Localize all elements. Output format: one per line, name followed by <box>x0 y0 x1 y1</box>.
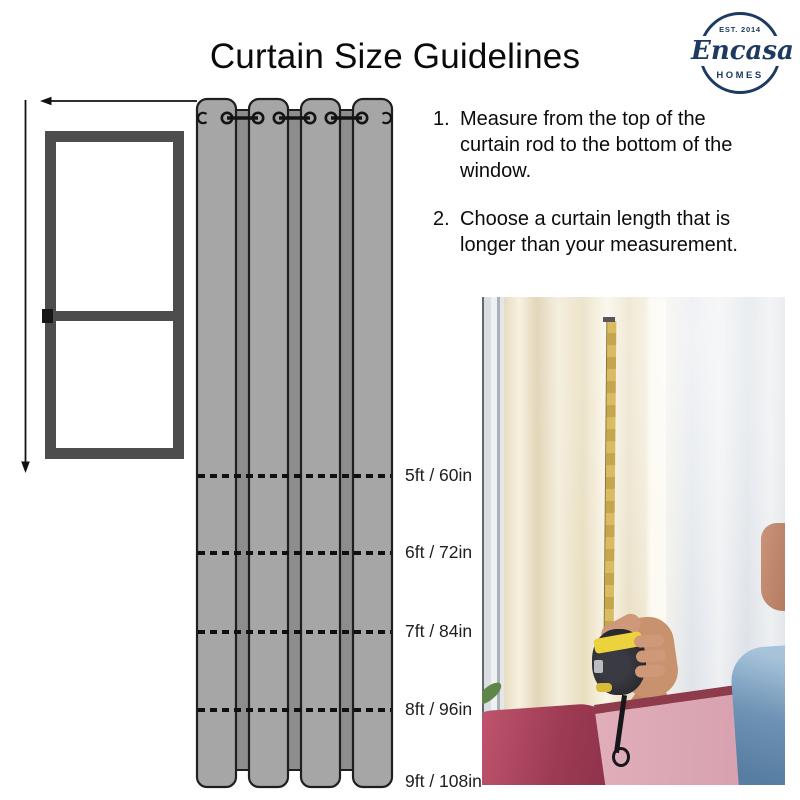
person-denim-shirt <box>729 645 785 785</box>
curtain-front-fold <box>301 99 340 787</box>
curtain-front-fold <box>197 99 236 787</box>
window-sash-bar <box>45 311 184 321</box>
logo-sub-text: HOMES <box>716 70 764 81</box>
step-number: 2. <box>433 208 450 230</box>
window-diagram <box>42 137 184 454</box>
tape-measure-yellow-base <box>596 683 612 692</box>
logo-established-text: EST. 2014 <box>719 25 761 34</box>
instruction-step-1 <box>433 106 789 184</box>
person-face <box>761 523 785 611</box>
window-frame <box>51 137 179 454</box>
logo-brand-name: Encasa <box>691 36 794 66</box>
step-number: 1. <box>433 108 450 130</box>
size-label-8ft: 8ft / 96in <box>405 699 473 719</box>
step-text: Choose a curtain length that is longer than your measurement. <box>460 208 738 256</box>
window-latch <box>42 309 53 323</box>
instruction-list <box>433 106 789 258</box>
person-finger <box>634 634 665 648</box>
size-label-6ft: 6ft / 72in <box>405 542 473 562</box>
curtain-front-fold <box>249 99 288 787</box>
person-finger <box>635 664 666 678</box>
size-label-7ft: 7ft / 84in <box>405 621 473 641</box>
left-arrowhead-icon <box>40 97 52 106</box>
size-label-9ft: 9ft / 108in <box>405 771 482 791</box>
person-finger <box>636 649 667 663</box>
page-title: Curtain Size Guidelines <box>209 37 581 77</box>
instruction-step-2 <box>433 206 789 258</box>
curtain-diagram <box>197 99 392 787</box>
tape-measure-hook <box>603 317 615 322</box>
size-label-5ft: 5ft / 60in <box>405 465 473 485</box>
measuring-photo <box>482 297 785 785</box>
tape-measure-strap-loop <box>612 747 630 767</box>
down-arrowhead-icon <box>21 462 30 474</box>
tape-measure-clip <box>594 660 603 673</box>
step-text: Measure from the top of the curtain rod to the bottom of the window. <box>460 108 733 182</box>
curtain-front-fold <box>353 99 392 787</box>
